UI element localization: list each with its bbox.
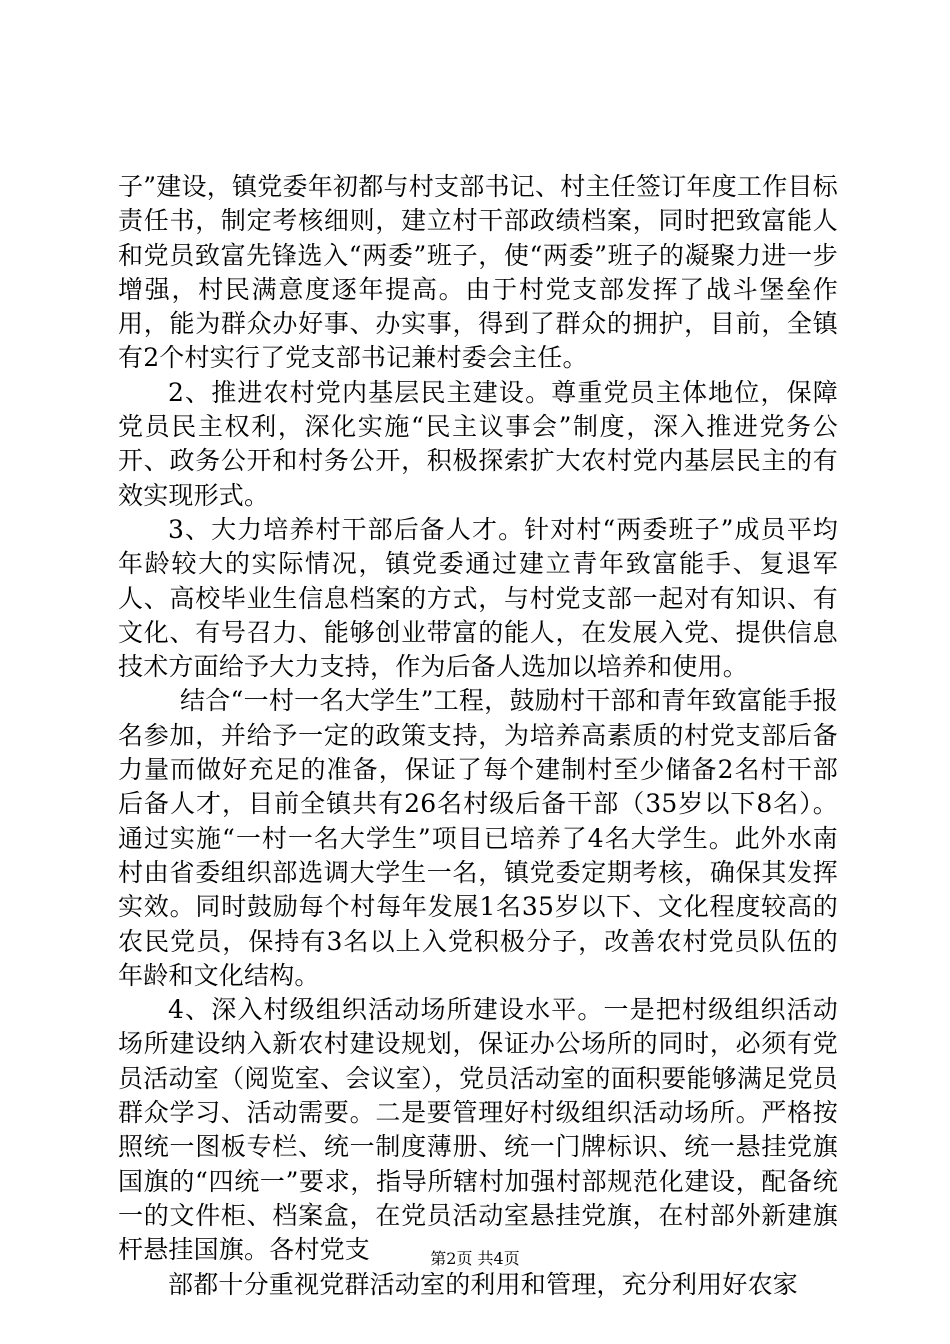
paragraph-item-2: 2、推进农村党内基层民主建设。尊重党员主体地位，保障党员民主权利，深化实施“民主议事会”制度，深入推进党务公开、政务公开和村务公开，积极探索扩大农村党内基层民主的有效实现形式。 [118, 377, 838, 510]
paragraph-college-student: 结合“一村一名大学生”工程，鼓励村干部和青年致富能手报名参加，并给予一定的政策支持，为培养高素质的村党支部后备力量而做好充足的准备，保证了每个建制村至少储备2名村干部后备人才，目前全镇共有26名村级后备干部（35岁以下8名）。通过实施“一村一名大学生”项目已培养了4名大学生。此外水南村由省委组织部选调大学生一名，镇党委定期考核，确保其发挥实效。同时鼓励每个村每年发展1名35岁以下、文化程度较高的农民党员，保持有3名以上入党积极分子，改善农村党员队伍的年龄和文化结构。 [118, 686, 838, 990]
paragraph-item-3: 3、大力培养村干部后备人才。针对村“两委班子”成员平均年龄较大的实际情况，镇党委通过建立青年致富能手、复退军人、高校毕业生信息档案的方式，与村党支部一起对有知识、有文化、有号召力、能够创业带富的能人，在发展入党、提供信息技术方面给予大力支持，作为后备人选加以培养和使用。 [118, 514, 838, 682]
paragraph-item-4: 4、深入村级组织活动场所建设水平。一是把村级组织活动场所建设纳入新农村建设规划，保证办公场所的同时，必须有党员活动室（阅览室、会议室），党员活动室的面积要能够满足党员群众学习、活动需要。二是要管理好村级组织活动场所。严格按照统一图板专栏、统一制度薄册、统一门牌标识、统一悬挂党旗国旗的“四统一”要求，指导所辖村加强村部规范化建设，配备统一的文件柜、档案盒，在党员活动室悬挂党旗，在村部外新建旗杆悬挂国旗。各村党支 [118, 995, 838, 1265]
paragraph-trailing: 部都十分重视党群活动室的利用和管理，充分利用好农家 [168, 1269, 799, 1299]
paragraph-continuation: 子”建设，镇党委年初都与村支部书记、村主任签订年度工作目标责任书，制定考核细则，建立村干部政绩档案，同时把致富能人和党员致富先锋选入“两委”班子，使“两委”班子的凝聚力进一步增强，村民满意度逐年提高。由于村党支部发挥了战斗堡垒作用，能为群众办好事、办实事，得到了群众的拥护，目前，全镇有2个村实行了党支部书记兼村委会主任。 [118, 172, 838, 373]
page-number-footer: 第2页 共4页 [430, 1249, 520, 1268]
document-body [118, 170, 838, 1302]
